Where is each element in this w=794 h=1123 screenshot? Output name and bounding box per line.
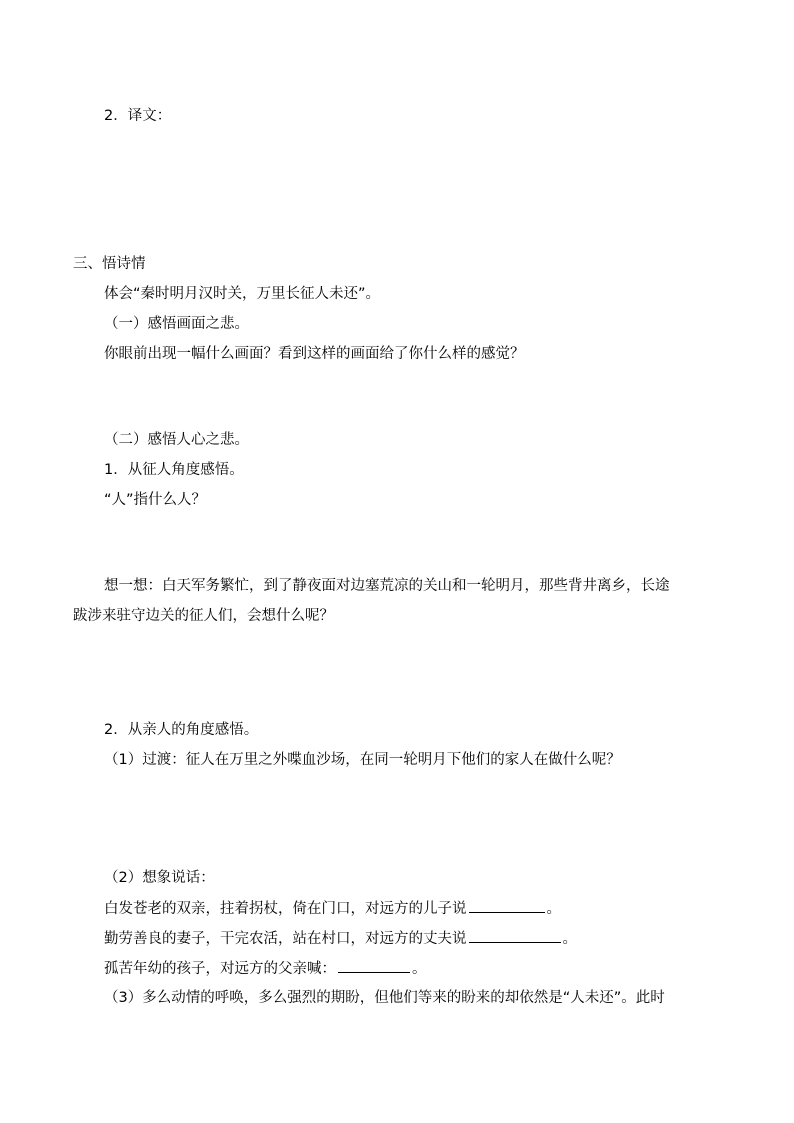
translation-label: 2．译文： — [104, 108, 172, 124]
imagine-title: （2）想象说话： — [104, 870, 215, 886]
wife-line — [104, 928, 577, 949]
child-text: 孤苦年幼的孩子，对远方的父亲喊： — [104, 961, 336, 977]
wife-text: 勤劳善良的妻子，干完农活，站在村口，对远方的丈夫说 — [104, 931, 467, 947]
section-heading: 三、悟诗情 — [73, 256, 146, 272]
part1-title: （一）感悟画面之悲。 — [104, 316, 249, 332]
part2-title: （二）感悟人心之悲。 — [104, 432, 249, 448]
appreciate-line: 体会“秦时明月汉时关，万里长征人未还”。 — [104, 286, 381, 302]
child-end: 。 — [412, 961, 427, 977]
sub1-question: “人”指什么人？ — [104, 492, 207, 508]
wife-end: 。 — [562, 931, 577, 947]
part3-line: （3）多么动情的呼唤，多么强烈的期盼，但他们等来的盼来的却依然是“人未还”。此时 — [104, 990, 665, 1006]
parents-line — [104, 898, 561, 919]
think-line-1: 想一想：白天军务繁忙，到了静夜面对边塞荒凉的关山和一轮明月，那些背井离乡，长途 — [104, 578, 670, 594]
parents-answer-blank[interactable] — [469, 898, 545, 913]
think-line-2: 跋涉来驻守边关的征人们，会想什么呢？ — [73, 608, 334, 624]
child-answer-blank[interactable] — [338, 958, 410, 973]
sub2-title: 2．从亲人的角度感悟。 — [104, 722, 259, 738]
parents-end: 。 — [546, 901, 561, 917]
part1-question: 你眼前出现一幅什么画面？看到这样的画面给了你什么样的感觉？ — [104, 346, 525, 362]
wife-answer-blank[interactable] — [469, 928, 561, 943]
child-line — [104, 958, 427, 979]
transition-line: （1）过渡：征人在万里之外喋血沙场，在同一轮明月下他们的家人在做什么呢？ — [104, 752, 621, 768]
parents-text: 白发苍老的双亲，拄着拐杖，倚在门口，对远方的儿子说 — [104, 901, 467, 917]
sub1-title: 1．从征人角度感悟。 — [104, 462, 244, 478]
